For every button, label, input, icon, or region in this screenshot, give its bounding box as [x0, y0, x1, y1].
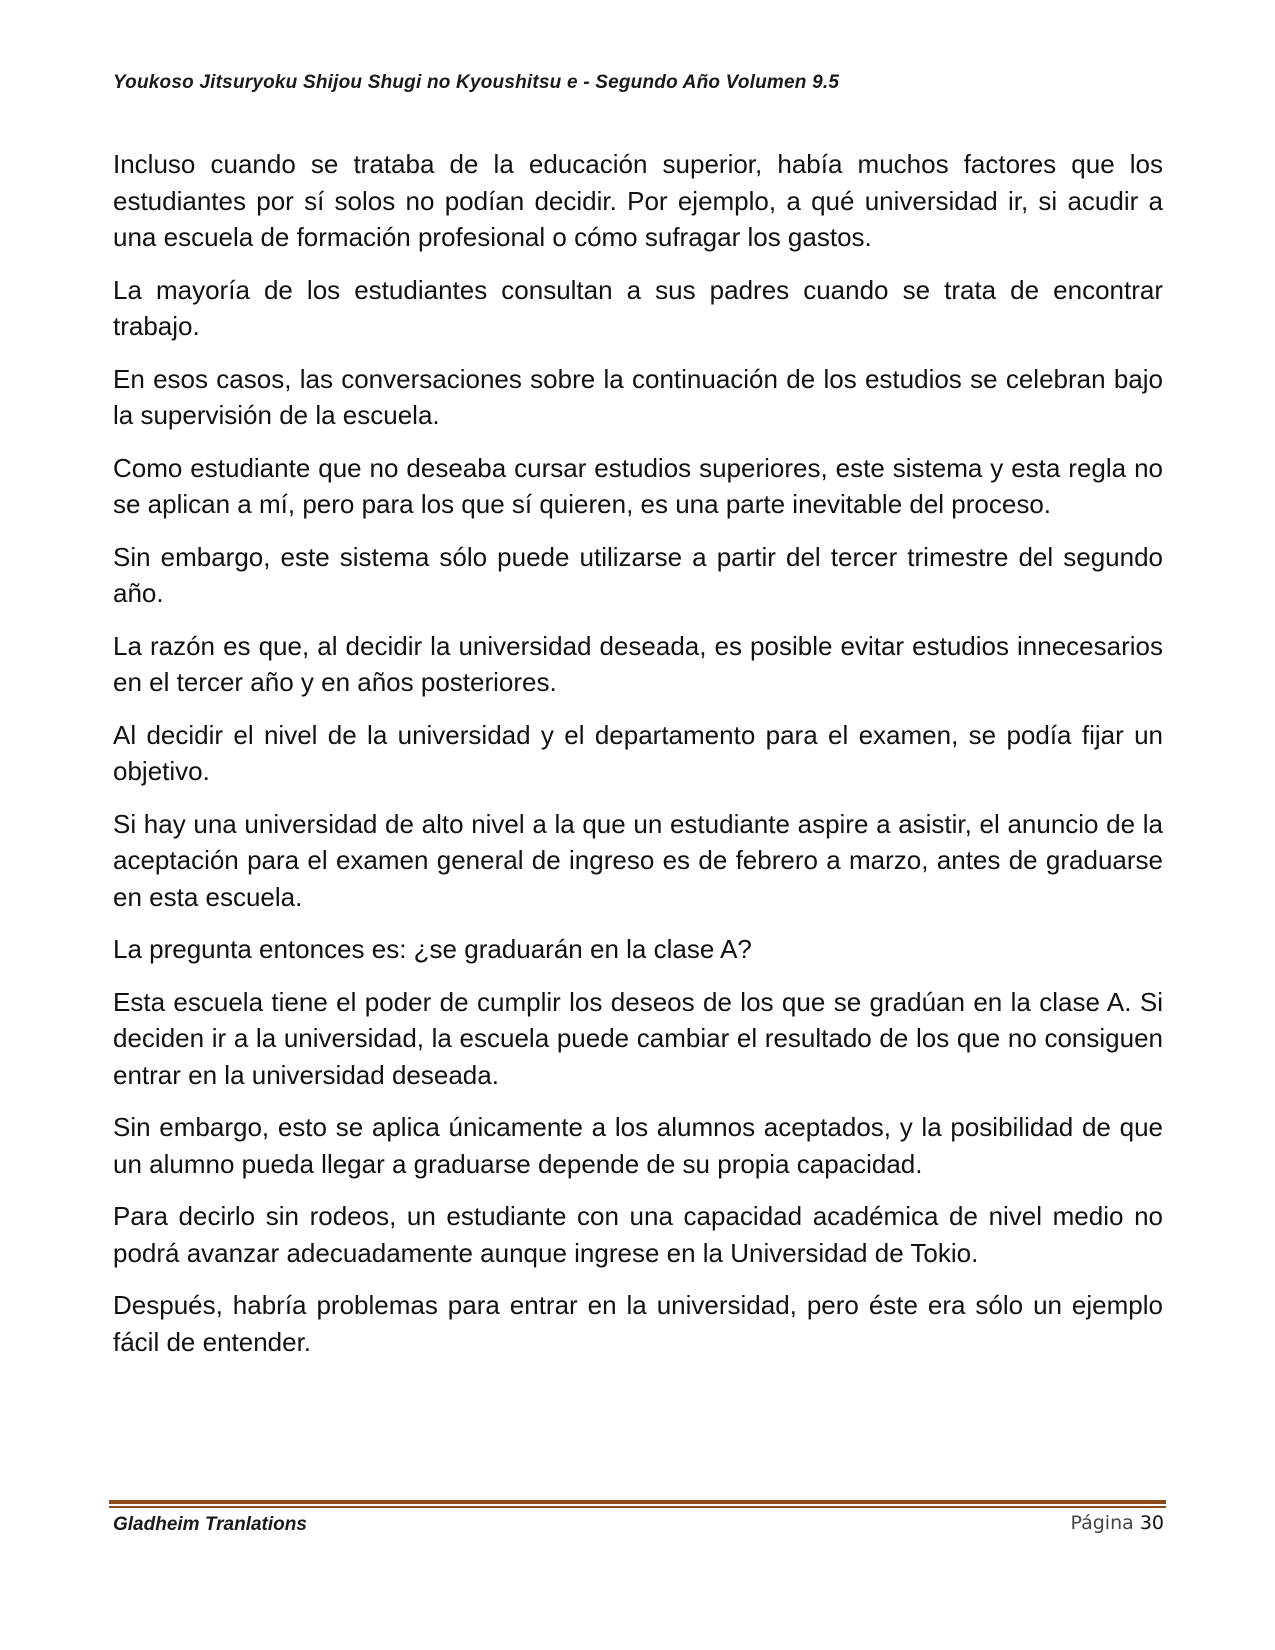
paragraph-9: La pregunta entonces es: ¿se graduarán en la clase A? — [113, 934, 752, 964]
footer-rule-thick — [109, 1500, 1166, 1504]
paragraph-7: Al decidir el nivel de la universidad y el departamento para el examen, se podía fijar un objetivo. — [113, 719, 1163, 786]
paragraph-5: Sin embargo, este sistema sólo puede utilizarse a partir del tercer trimestre del segundo año. — [113, 541, 1163, 608]
page-label: Página — [1070, 1512, 1134, 1534]
paragraph-10: Esta escuela tiene el poder de cumplir los deseos de los que se gradúan en la clase A. Si deciden ir a la universidad, la escuela puede cambiar el resultado de los que no consiguen entrar en la universidad deseada. — [113, 986, 1163, 1090]
paragraph-2: La mayoría de los estudiantes consultan a sus padres cuando se trata de encontrar trabajo. — [113, 274, 1163, 341]
header-title: Youkoso Jitsuryoku Shijou Shugi no Kyoushitsu e - Segundo Año Volumen 9.5 — [113, 72, 840, 93]
paragraph-4: Como estudiante que no deseaba cursar estudios superiores, este sistema y esta regla no se aplican a mí, pero para los que sí quieren, es una parte inevitable del proceso. — [113, 452, 1163, 519]
footer-rule — [109, 1500, 1166, 1508]
page-number — [1070, 1512, 1164, 1534]
footer-credit: Gladheim Tranlations — [113, 1514, 307, 1535]
paragraph-11: Sin embargo, esto se aplica únicamente a los alumnos aceptados, y la posibilidad de que un alumno pueda llegar a graduarse depende de su propia capacidad. — [113, 1112, 1163, 1179]
paragraph-1: Incluso cuando se trataba de la educación superior, había muchos factores que los estudiantes por sí solos no podían decidir. Por ejemplo, a qué universidad ir, si acudir a una escuela de formación profesional o cómo sufragar los gastos. — [113, 149, 1163, 252]
paragraph-12: Para decirlo sin rodeos, un estudiante con una capacidad académica de nivel medio no podrá avanzar adecuadamente aunque ingrese en la Universidad de Tokio. — [113, 1201, 1163, 1268]
body-text — [113, 146, 1163, 1376]
paragraph-6: La razón es que, al decidir la universidad deseada, es posible evitar estudios innecesarios en el tercer año y en años posteriores. — [113, 630, 1163, 697]
footer-rule-thin — [109, 1506, 1166, 1508]
paragraph-8: Si hay una universidad de alto nivel a la que un estudiante aspire a asistir, el anuncio de la aceptación para el examen general de ingreso es de febrero a marzo, antes de graduarse en esta escuela. — [113, 808, 1163, 912]
paragraph-13: Después, habría problemas para entrar en la universidad, pero éste era sólo un ejemplo fácil de entender. — [113, 1290, 1163, 1357]
page-number-value: 30 — [1139, 1512, 1164, 1534]
paragraph-3: En esos casos, las conversaciones sobre la continuación de los estudios se celebran bajo la supervisión de la escuela. — [113, 363, 1163, 430]
